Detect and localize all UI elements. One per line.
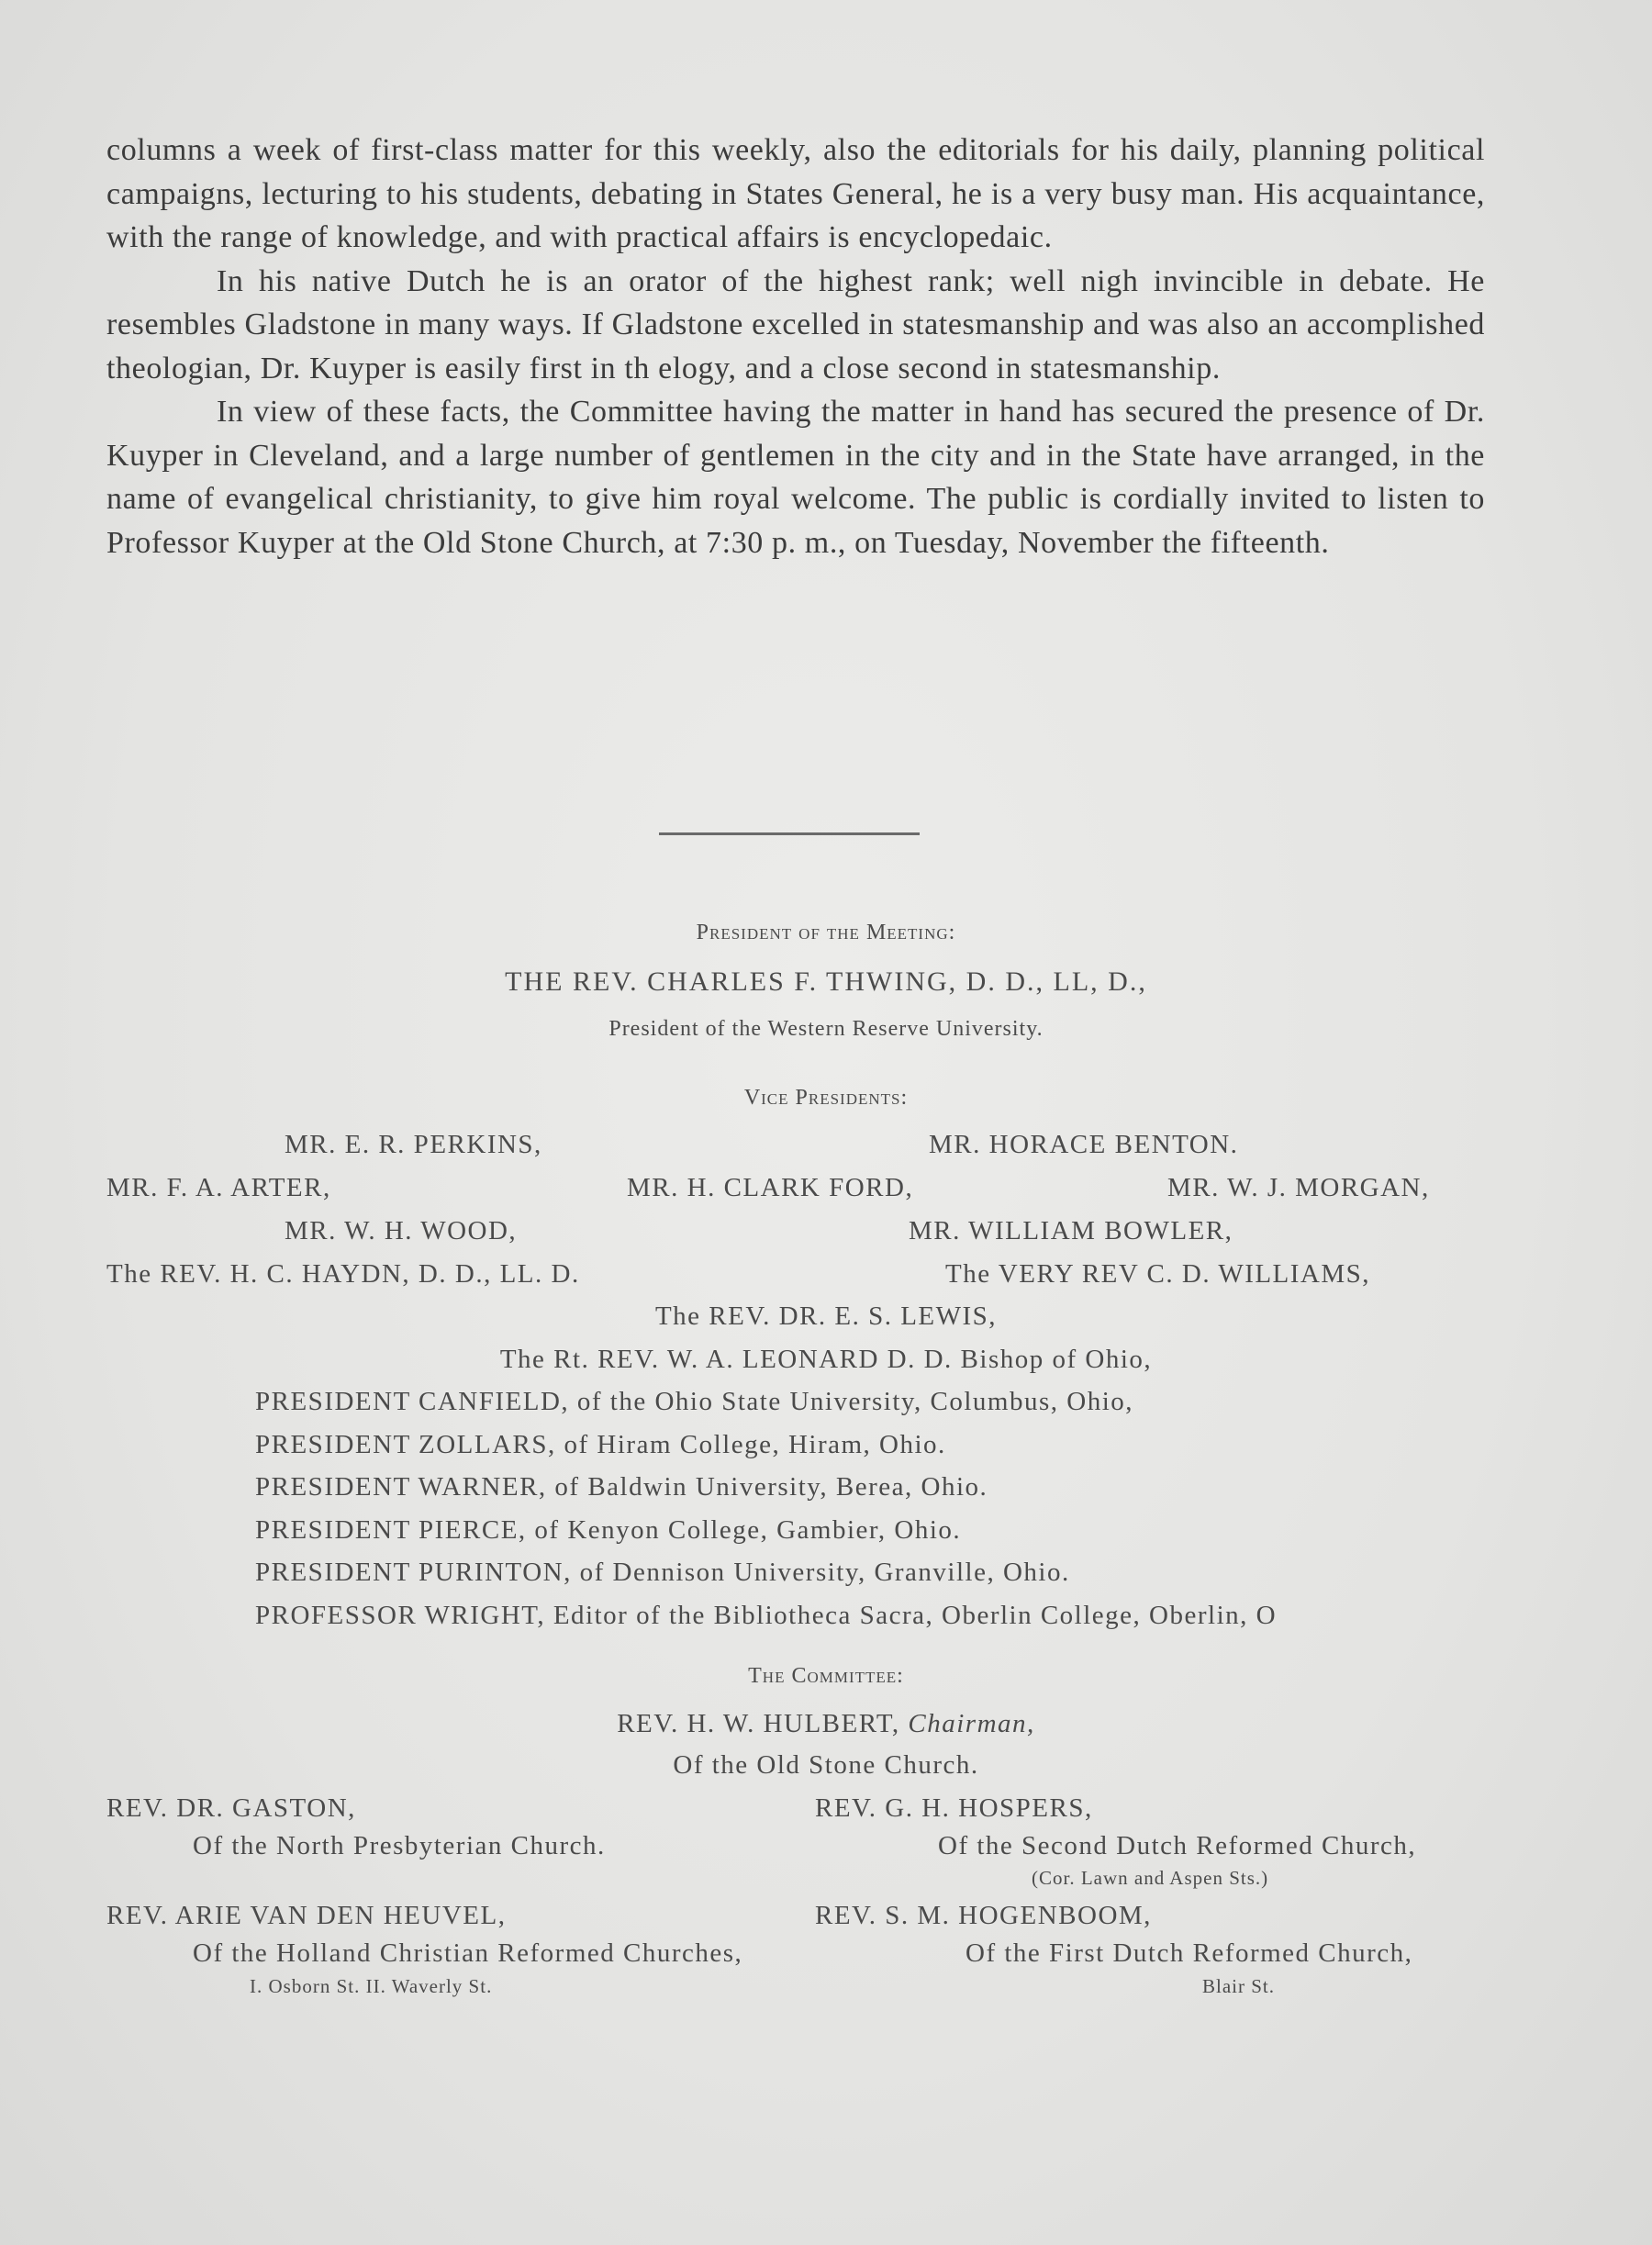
paragraph-2: In his native Dutch he is an orator of the highest rank; well nigh invincible in debate. He resembles Gladstone in many ways. If Gladstone excelled in statesmanship and was also an accomplished theologian, Dr. Kuyper is easily first in th elogy, and a close second in statesmanship. bbox=[106, 263, 1485, 385]
committee-hospers-church: Of the Second Dutch Reformed Church, bbox=[938, 1831, 1417, 1860]
committee-gaston-church: Of the North Presbyterian Church. bbox=[193, 1831, 606, 1860]
president-name: THE REV. CHARLES F. THWING, D. D., LL, D., bbox=[505, 966, 1147, 997]
committee-heuvel: REV. ARIE VAN DEN HEUVEL, bbox=[106, 1901, 507, 1930]
committee-heuvel-address: I. Osborn St. II. Waverly St. bbox=[250, 1975, 493, 1997]
section-divider bbox=[659, 832, 920, 835]
body-text bbox=[106, 128, 1485, 564]
vp-morgan: MR. W. J. MORGAN, bbox=[1167, 1173, 1430, 1202]
committee-hogenboom-church: Of the First Dutch Reformed Church, bbox=[966, 1938, 1413, 1968]
vp-wood: MR. W. H. WOOD, bbox=[285, 1216, 518, 1245]
paragraph-1: columns a week of first-class matter for this weekly, also the editorials for his daily, planning political campaigns, lecturing to his students, debating in States General, he is a very busy man. His acquaintance, with the range of knowledge, and with practical affairs is encyclopedaic. bbox=[106, 133, 1485, 254]
committee-hogenboom-address: Blair St. bbox=[1202, 1975, 1276, 1997]
vp-purinton: PRESIDENT PURINTON, of Dennison University, Granville, Ohio. bbox=[255, 1558, 1070, 1587]
paragraph-3: In view of these facts, the Committee having the matter in hand has secured the presence of Dr. Kuyper in Cleveland, and a large number of gentlemen in the city and in the State have arranged, in the name of evangelical christianity, to give him royal welcome. The public is cordially invited to listen to Professor Kuyper at the Old Stone Church, at 7:30 p. m., on Tuesday, November the fifteenth. bbox=[106, 395, 1485, 560]
committee-chairman bbox=[0, 1709, 1652, 1739]
vp-ford: MR. H. CLARK FORD, bbox=[627, 1173, 914, 1202]
vp-benton: MR. HORACE BENTON. bbox=[929, 1130, 1239, 1159]
vp-bowler: MR. WILLIAM BOWLER, bbox=[909, 1216, 1233, 1245]
vp-zollars: PRESIDENT ZOLLARS, of Hiram College, Hiram, Ohio. bbox=[255, 1430, 946, 1459]
committee-chairman-role: Chairman, bbox=[908, 1709, 1035, 1738]
vp-lewis: The REV. DR. E. S. LEWIS, bbox=[654, 1301, 998, 1331]
vp-arter: MR. F. A. ARTER, bbox=[106, 1173, 331, 1202]
vice-presidents-heading: Vice Presidents: bbox=[743, 1086, 909, 1110]
committee-chairman-name: REV. H. W. HULBERT, bbox=[617, 1709, 900, 1738]
president-heading: President of the Meeting: bbox=[696, 921, 956, 944]
president-title: President of the Western Reserve University. bbox=[608, 1017, 1044, 1041]
committee-chairman-church: Of the Old Stone Church. bbox=[673, 1750, 979, 1780]
vp-wright: PROFESSOR WRIGHT, Editor of the Bibliotheca Sacra, Oberlin College, Oberlin, O bbox=[255, 1601, 1278, 1630]
committee-hospers: REV. G. H. HOSPERS, bbox=[815, 1793, 1093, 1823]
committee-hogenboom: REV. S. M. HOGENBOOM, bbox=[815, 1901, 1152, 1930]
committee-heuvel-church: Of the Holland Christian Reformed Churches, bbox=[193, 1938, 743, 1968]
vp-perkins: MR. E. R. PERKINS, bbox=[285, 1130, 542, 1159]
committee-hospers-address: (Cor. Lawn and Aspen Sts.) bbox=[1032, 1867, 1269, 1889]
vp-haydn: The REV. H. C. HAYDN, D. D., LL. D. bbox=[106, 1259, 580, 1289]
committee-heading: The Committee: bbox=[748, 1664, 904, 1688]
vp-leonard: The Rt. REV. W. A. LEONARD D. D. Bishop of Ohio, bbox=[499, 1345, 1153, 1374]
vp-pierce: PRESIDENT PIERCE, of Kenyon College, Gambier, Ohio. bbox=[255, 1515, 962, 1545]
vp-warner: PRESIDENT WARNER, of Baldwin University, Berea, Ohio. bbox=[255, 1472, 988, 1502]
vp-canfield: PRESIDENT CANFIELD, of the Ohio State University, Columbus, Ohio, bbox=[255, 1387, 1134, 1416]
vp-williams: The VERY REV C. D. WILLIAMS, bbox=[945, 1259, 1371, 1289]
committee-gaston: REV. DR. GASTON, bbox=[106, 1793, 356, 1823]
